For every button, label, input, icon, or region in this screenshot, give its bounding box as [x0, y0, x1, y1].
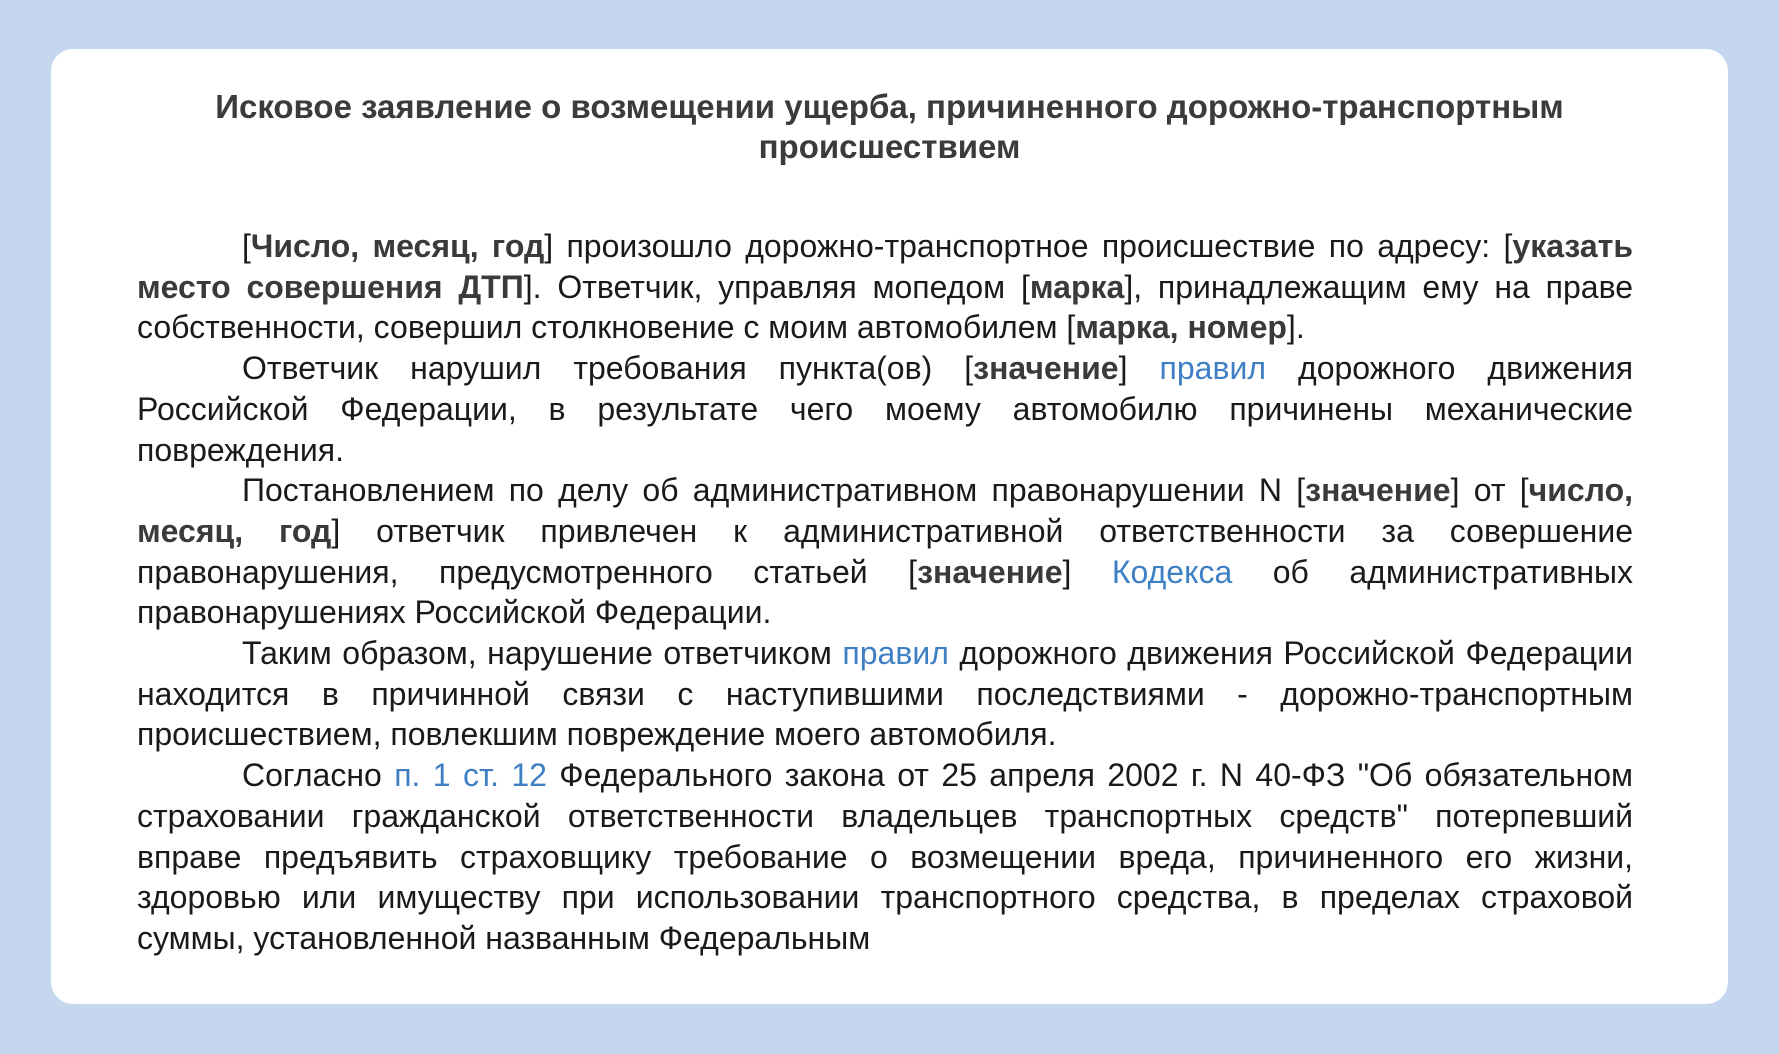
- paragraph-2: [137, 348, 1633, 470]
- text: Ответчик нарушил требования пункта(ов) [: [242, 350, 974, 387]
- text: дорожного движения Российской Федерации, в результате чего моему автомобилю причинены механические повреждения.: [137, 350, 1634, 468]
- text: ] от [: [1450, 472, 1529, 509]
- document-body: [137, 226, 1633, 959]
- text: Федерального закона от 25 апреля 2002 г. N 40-ФЗ "Об обязательном страховании гражданской ответственности владельцев транспортных средств" потерпевший вправе предъявить страховщику требование о возмещении вреда, причиненного его жизни, здоровью или имуществу при использовании транспортного средства, в пределах страховой суммы, установленной названным Федеральным: [137, 757, 1633, 956]
- placeholder-date: число, месяц, год: [137, 472, 1634, 549]
- paragraph-4: [137, 633, 1633, 755]
- link-rules[interactable]: правил: [1159, 350, 1266, 387]
- text: об административных правонарушениях Российской Федерации.: [137, 553, 1634, 631]
- text: Таким образом, нарушение ответчиком: [242, 635, 843, 672]
- title-line-1: Исковое заявление о возмещении ущерба, причиненного дорожно-транспортным: [215, 88, 1564, 125]
- link-law-article[interactable]: п. 1 ст. 12: [394, 757, 547, 794]
- placeholder-date: Число, месяц, год: [250, 228, 545, 264]
- text: ]: [1118, 350, 1160, 387]
- text: ] произошло дорожно-транспортное происшествие по адресу: [: [544, 228, 1513, 264]
- document-title: [51, 87, 1728, 167]
- text: [: [242, 228, 251, 264]
- text: дорожного движения Российской Федерации находится в причинной связи с наступившими последствиями - дорожно-транспортным происшествием, повлекшим повреждение моего автомобиля.: [137, 635, 1634, 753]
- text: Постановлением по делу об административном правонарушении N [: [242, 472, 1306, 509]
- placeholder-value: значение: [1305, 472, 1451, 509]
- document-card: [51, 49, 1728, 1004]
- text: ], принадлежащим ему на праве собственности, совершил столкновение с моим автомобилем [: [137, 268, 1634, 346]
- placeholder-value: значение: [973, 350, 1119, 387]
- paragraph-3: [137, 470, 1633, 633]
- placeholder-brand: марка: [1029, 268, 1125, 305]
- placeholder-brand-number: марка, номер: [1075, 309, 1287, 346]
- placeholder-value: значение: [917, 553, 1063, 590]
- paragraph-1: [137, 226, 1633, 348]
- link-code[interactable]: Кодекса: [1111, 553, 1233, 590]
- paragraph-5: [137, 755, 1633, 959]
- text: ].: [1286, 309, 1305, 346]
- title-line-2: происшествием: [758, 128, 1021, 165]
- text: Согласно: [242, 757, 395, 794]
- text: ] ответчик привлечен к административной ответственности за совершение правонарушения, предусмотренного статьей [: [137, 512, 1633, 590]
- text: ]. Ответчик, управляя мопедом [: [523, 268, 1030, 305]
- link-rules[interactable]: правил: [842, 635, 949, 672]
- placeholder-accident-place: указать место совершения ДТП: [137, 228, 1634, 305]
- text: ]: [1062, 553, 1112, 590]
